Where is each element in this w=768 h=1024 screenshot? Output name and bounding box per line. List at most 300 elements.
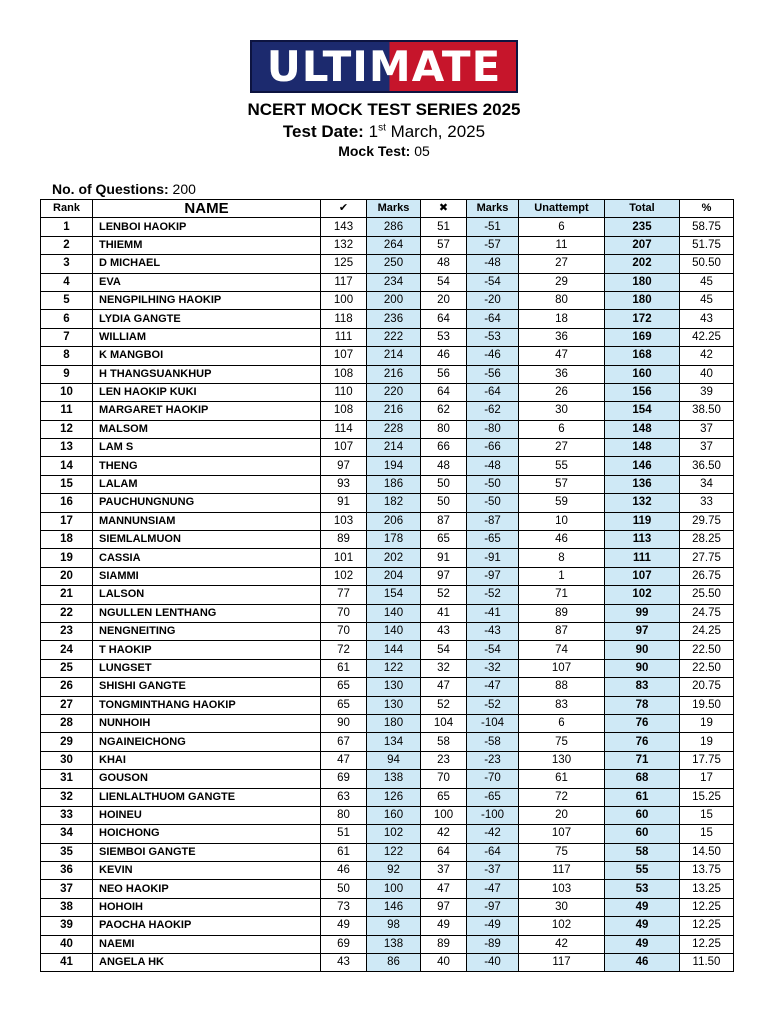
correct-cell: 103 (321, 512, 367, 530)
name-cell: LYDIA GANGTE (93, 310, 321, 328)
unattempt-cell: 18 (519, 310, 605, 328)
correct-cell: 132 (321, 236, 367, 254)
wrong-marks-cell: -37 (467, 862, 519, 880)
unattempt-cell: 6 (519, 218, 605, 236)
unattempt-cell: 36 (519, 365, 605, 383)
wrong-cell: 49 (421, 917, 467, 935)
percent-cell: 37 (680, 439, 734, 457)
col-correct-marks-header: Marks (367, 200, 421, 218)
rank-cell: 16 (41, 494, 93, 512)
name-cell: HOINEU (93, 806, 321, 824)
wrong-cell: 52 (421, 696, 467, 714)
table-row (41, 751, 734, 769)
table-row (41, 494, 734, 512)
question-count (52, 181, 196, 197)
correct-cell: 108 (321, 402, 367, 420)
correct-marks-cell: 236 (367, 310, 421, 328)
unattempt-cell: 46 (519, 531, 605, 549)
name-cell: LALSON (93, 586, 321, 604)
percent-cell: 22.50 (680, 641, 734, 659)
wrong-cell: 64 (421, 843, 467, 861)
table-row (41, 218, 734, 236)
total-cell: 107 (605, 567, 680, 585)
total-cell: 172 (605, 310, 680, 328)
name-cell: GOUSON (93, 770, 321, 788)
total-cell: 113 (605, 531, 680, 549)
correct-cell: 73 (321, 898, 367, 916)
rank-cell: 26 (41, 678, 93, 696)
unattempt-cell: 83 (519, 696, 605, 714)
col-name-header: NAME (93, 200, 321, 218)
results-table (40, 199, 734, 972)
correct-marks-cell: 154 (367, 586, 421, 604)
table-row (41, 696, 734, 714)
unattempt-cell: 87 (519, 622, 605, 640)
total-cell: 202 (605, 255, 680, 273)
percent-cell: 14.50 (680, 843, 734, 861)
correct-cell: 107 (321, 347, 367, 365)
correct-cell: 125 (321, 255, 367, 273)
unattempt-cell: 6 (519, 714, 605, 732)
table-row (41, 659, 734, 677)
rank-cell: 41 (41, 954, 93, 972)
correct-cell: 80 (321, 806, 367, 824)
name-cell: KEVIN (93, 862, 321, 880)
table-row (41, 365, 734, 383)
total-cell: 97 (605, 622, 680, 640)
table-row (41, 788, 734, 806)
correct-cell: 108 (321, 365, 367, 383)
correct-marks-cell: 122 (367, 843, 421, 861)
rank-cell: 2 (41, 236, 93, 254)
wrong-marks-cell: -97 (467, 567, 519, 585)
rank-cell: 7 (41, 328, 93, 346)
table-row (41, 770, 734, 788)
correct-cell: 110 (321, 383, 367, 401)
wrong-marks-cell: -91 (467, 549, 519, 567)
wrong-cell: 70 (421, 770, 467, 788)
wrong-cell: 43 (421, 622, 467, 640)
rank-cell: 20 (41, 567, 93, 585)
total-cell: 119 (605, 512, 680, 530)
unattempt-cell: 42 (519, 935, 605, 953)
unattempt-cell: 80 (519, 291, 605, 309)
wrong-cell: 41 (421, 604, 467, 622)
correct-cell: 77 (321, 586, 367, 604)
col-percent-header: % (680, 200, 734, 218)
question-count-value: 200 (168, 181, 196, 197)
name-cell: SIEMLALMUON (93, 531, 321, 549)
correct-marks-cell: 92 (367, 862, 421, 880)
percent-cell: 45 (680, 291, 734, 309)
name-cell: EVA (93, 273, 321, 291)
wrong-marks-cell: -49 (467, 917, 519, 935)
wrong-cell: 46 (421, 347, 467, 365)
table-row (41, 310, 734, 328)
total-cell: 83 (605, 678, 680, 696)
question-count-label: No. of Questions: (52, 181, 169, 197)
name-cell: NUNHOIH (93, 714, 321, 732)
total-cell: 46 (605, 954, 680, 972)
correct-cell: 118 (321, 310, 367, 328)
wrong-cell: 62 (421, 402, 467, 420)
wrong-marks-cell: -66 (467, 439, 519, 457)
logo-text: ULTIMATE (266, 41, 502, 91)
percent-cell: 42.25 (680, 328, 734, 346)
wrong-cell: 89 (421, 935, 467, 953)
correct-cell: 100 (321, 291, 367, 309)
total-cell: 76 (605, 733, 680, 751)
percent-cell: 39 (680, 383, 734, 401)
percent-cell: 11.50 (680, 954, 734, 972)
table-row (41, 806, 734, 824)
percent-cell: 17 (680, 770, 734, 788)
percent-cell: 28.25 (680, 531, 734, 549)
wrong-marks-cell: -89 (467, 935, 519, 953)
test-date-rest: March, 2025 (385, 122, 486, 141)
name-cell: LAM S (93, 439, 321, 457)
rank-cell: 4 (41, 273, 93, 291)
total-cell: 68 (605, 770, 680, 788)
correct-cell: 107 (321, 439, 367, 457)
table-row (41, 531, 734, 549)
wrong-cell: 52 (421, 586, 467, 604)
wrong-marks-cell: -41 (467, 604, 519, 622)
total-cell: 156 (605, 383, 680, 401)
wrong-marks-cell: -20 (467, 291, 519, 309)
table-row (41, 420, 734, 438)
name-cell: T HAOKIP (93, 641, 321, 659)
correct-marks-cell: 206 (367, 512, 421, 530)
wrong-marks-cell: -50 (467, 475, 519, 493)
correct-cell: 143 (321, 218, 367, 236)
percent-cell: 26.75 (680, 567, 734, 585)
rank-cell: 30 (41, 751, 93, 769)
total-cell: 53 (605, 880, 680, 898)
rank-cell: 19 (41, 549, 93, 567)
total-cell: 148 (605, 420, 680, 438)
name-cell: THIEMM (93, 236, 321, 254)
wrong-marks-cell: -52 (467, 586, 519, 604)
ultimate-logo (250, 40, 518, 93)
rank-cell: 17 (41, 512, 93, 530)
rank-cell: 27 (41, 696, 93, 714)
unattempt-cell: 72 (519, 788, 605, 806)
unattempt-cell: 75 (519, 733, 605, 751)
rank-cell: 25 (41, 659, 93, 677)
correct-cell: 72 (321, 641, 367, 659)
name-cell: ANGELA HK (93, 954, 321, 972)
correct-cell: 111 (321, 328, 367, 346)
correct-marks-cell: 214 (367, 439, 421, 457)
correct-marks-cell: 126 (367, 788, 421, 806)
correct-cell: 65 (321, 678, 367, 696)
name-cell: THENG (93, 457, 321, 475)
wrong-marks-cell: -57 (467, 236, 519, 254)
wrong-marks-cell: -40 (467, 954, 519, 972)
name-cell: PAUCHUNGNUNG (93, 494, 321, 512)
table-row (41, 622, 734, 640)
name-cell: CASSIA (93, 549, 321, 567)
wrong-cell: 91 (421, 549, 467, 567)
percent-cell: 43 (680, 310, 734, 328)
correct-marks-cell: 202 (367, 549, 421, 567)
wrong-cell: 58 (421, 733, 467, 751)
total-cell: 90 (605, 659, 680, 677)
unattempt-cell: 27 (519, 255, 605, 273)
unattempt-cell: 75 (519, 843, 605, 861)
correct-marks-cell: 250 (367, 255, 421, 273)
correct-cell: 50 (321, 880, 367, 898)
table-row (41, 678, 734, 696)
unattempt-cell: 57 (519, 475, 605, 493)
wrong-cell: 53 (421, 328, 467, 346)
correct-cell: 70 (321, 604, 367, 622)
total-cell: 207 (605, 236, 680, 254)
rank-cell: 38 (41, 898, 93, 916)
unattempt-cell: 117 (519, 954, 605, 972)
name-cell: LEN HAOKIP KUKI (93, 383, 321, 401)
rank-cell: 40 (41, 935, 93, 953)
wrong-cell: 100 (421, 806, 467, 824)
correct-marks-cell: 180 (367, 714, 421, 732)
correct-marks-cell: 286 (367, 218, 421, 236)
unattempt-cell: 103 (519, 880, 605, 898)
name-cell: MANNUNSIAM (93, 512, 321, 530)
test-date (0, 122, 768, 142)
wrong-marks-cell: -80 (467, 420, 519, 438)
correct-cell: 89 (321, 531, 367, 549)
wrong-cell: 37 (421, 862, 467, 880)
wrong-marks-cell: -100 (467, 806, 519, 824)
rank-cell: 14 (41, 457, 93, 475)
wrong-marks-cell: -48 (467, 457, 519, 475)
total-cell: 49 (605, 917, 680, 935)
percent-cell: 36.50 (680, 457, 734, 475)
name-cell: NGULLEN LENTHANG (93, 604, 321, 622)
wrong-marks-cell: -64 (467, 383, 519, 401)
table-row (41, 549, 734, 567)
name-cell: KHAI (93, 751, 321, 769)
wrong-cell: 57 (421, 236, 467, 254)
percent-cell: 40 (680, 365, 734, 383)
wrong-cell: 87 (421, 512, 467, 530)
correct-cell: 51 (321, 825, 367, 843)
percent-cell: 22.50 (680, 659, 734, 677)
table-row (41, 733, 734, 751)
wrong-cell: 65 (421, 531, 467, 549)
name-cell: D MICHAEL (93, 255, 321, 273)
unattempt-cell: 107 (519, 825, 605, 843)
percent-cell: 25.50 (680, 586, 734, 604)
unattempt-cell: 30 (519, 402, 605, 420)
correct-cell: 65 (321, 696, 367, 714)
wrong-cell: 64 (421, 383, 467, 401)
correct-cell: 91 (321, 494, 367, 512)
total-cell: 235 (605, 218, 680, 236)
rank-cell: 3 (41, 255, 93, 273)
rank-cell: 21 (41, 586, 93, 604)
table-row (41, 604, 734, 622)
wrong-marks-cell: -51 (467, 218, 519, 236)
table-row (41, 862, 734, 880)
wrong-marks-cell: -65 (467, 531, 519, 549)
correct-cell: 90 (321, 714, 367, 732)
rank-cell: 8 (41, 347, 93, 365)
percent-cell: 13.25 (680, 880, 734, 898)
correct-marks-cell: 98 (367, 917, 421, 935)
wrong-marks-cell: -62 (467, 402, 519, 420)
correct-cell: 61 (321, 659, 367, 677)
unattempt-cell: 11 (519, 236, 605, 254)
name-cell: LENBOI HAOKIP (93, 218, 321, 236)
wrong-marks-cell: -32 (467, 659, 519, 677)
rank-cell: 31 (41, 770, 93, 788)
total-cell: 146 (605, 457, 680, 475)
table-row (41, 954, 734, 972)
percent-cell: 42 (680, 347, 734, 365)
correct-marks-cell: 178 (367, 531, 421, 549)
rank-cell: 5 (41, 291, 93, 309)
correct-marks-cell: 138 (367, 770, 421, 788)
rank-cell: 12 (41, 420, 93, 438)
wrong-cell: 32 (421, 659, 467, 677)
rank-cell: 34 (41, 825, 93, 843)
wrong-marks-cell: -52 (467, 696, 519, 714)
unattempt-cell: 59 (519, 494, 605, 512)
wrong-marks-cell: -47 (467, 880, 519, 898)
correct-cell: 47 (321, 751, 367, 769)
correct-marks-cell: 138 (367, 935, 421, 953)
series-title: NCERT MOCK TEST SERIES 2025 (247, 100, 521, 119)
percent-cell: 13.75 (680, 862, 734, 880)
unattempt-cell: 1 (519, 567, 605, 585)
total-cell: 136 (605, 475, 680, 493)
unattempt-cell: 55 (519, 457, 605, 475)
total-cell: 55 (605, 862, 680, 880)
rank-cell: 23 (41, 622, 93, 640)
table-row (41, 439, 734, 457)
table-row (41, 567, 734, 585)
wrong-marks-cell: -87 (467, 512, 519, 530)
correct-cell: 49 (321, 917, 367, 935)
col-wrong-marks-header: Marks (467, 200, 519, 218)
correct-marks-cell: 204 (367, 567, 421, 585)
unattempt-cell: 6 (519, 420, 605, 438)
correct-cell: 43 (321, 954, 367, 972)
percent-cell: 45 (680, 273, 734, 291)
correct-marks-cell: 216 (367, 365, 421, 383)
table-header-row (41, 200, 734, 218)
correct-marks-cell: 130 (367, 696, 421, 714)
total-cell: 132 (605, 494, 680, 512)
total-cell: 99 (605, 604, 680, 622)
name-cell: NENGPILHING HAOKIP (93, 291, 321, 309)
percent-cell: 12.25 (680, 898, 734, 916)
mock-test-value: 05 (410, 143, 430, 159)
wrong-cell: 64 (421, 310, 467, 328)
percent-cell: 12.25 (680, 935, 734, 953)
name-cell: SIAMMI (93, 567, 321, 585)
table-row (41, 825, 734, 843)
table-row (41, 255, 734, 273)
rank-cell: 37 (41, 880, 93, 898)
correct-marks-cell: 100 (367, 880, 421, 898)
wrong-cell: 50 (421, 494, 467, 512)
correct-cell: 102 (321, 567, 367, 585)
correct-cell: 67 (321, 733, 367, 751)
table-row (41, 512, 734, 530)
correct-cell: 69 (321, 935, 367, 953)
wrong-cell: 97 (421, 567, 467, 585)
rank-cell: 18 (41, 531, 93, 549)
unattempt-cell: 61 (519, 770, 605, 788)
name-cell: MALSOM (93, 420, 321, 438)
unattempt-cell: 107 (519, 659, 605, 677)
table-row (41, 714, 734, 732)
table-row (41, 935, 734, 953)
total-cell: 168 (605, 347, 680, 365)
correct-cell: 93 (321, 475, 367, 493)
wrong-cell: 80 (421, 420, 467, 438)
percent-cell: 12.25 (680, 917, 734, 935)
wrong-marks-cell: -65 (467, 788, 519, 806)
total-cell: 102 (605, 586, 680, 604)
unattempt-cell: 20 (519, 806, 605, 824)
rank-cell: 11 (41, 402, 93, 420)
unattempt-cell: 89 (519, 604, 605, 622)
rank-cell: 39 (41, 917, 93, 935)
rank-cell: 35 (41, 843, 93, 861)
percent-cell: 37 (680, 420, 734, 438)
wrong-marks-cell: -48 (467, 255, 519, 273)
rank-cell: 22 (41, 604, 93, 622)
unattempt-cell: 117 (519, 862, 605, 880)
percent-cell: 38.50 (680, 402, 734, 420)
table-row (41, 880, 734, 898)
correct-cell: 61 (321, 843, 367, 861)
correct-marks-cell: 160 (367, 806, 421, 824)
wrong-marks-cell: -64 (467, 843, 519, 861)
name-cell: LIENLALTHUOM GANGTE (93, 788, 321, 806)
correct-marks-cell: 194 (367, 457, 421, 475)
total-cell: 148 (605, 439, 680, 457)
wrong-marks-cell: -42 (467, 825, 519, 843)
correct-cell: 101 (321, 549, 367, 567)
wrong-cell: 54 (421, 641, 467, 659)
rank-cell: 29 (41, 733, 93, 751)
name-cell: PAOCHA HAOKIP (93, 917, 321, 935)
correct-marks-cell: 94 (367, 751, 421, 769)
percent-cell: 58.75 (680, 218, 734, 236)
mock-test-label: Mock Test: (338, 143, 411, 159)
test-date-label: Test Date: (282, 122, 364, 141)
total-cell: 169 (605, 328, 680, 346)
wrong-cell: 20 (421, 291, 467, 309)
wrong-marks-cell: -47 (467, 678, 519, 696)
table-row (41, 641, 734, 659)
total-cell: 61 (605, 788, 680, 806)
wrong-cell: 42 (421, 825, 467, 843)
wrong-marks-cell: -43 (467, 622, 519, 640)
correct-marks-cell: 140 (367, 604, 421, 622)
col-wrong-header: ✖ (421, 200, 467, 218)
correct-marks-cell: 144 (367, 641, 421, 659)
rank-cell: 6 (41, 310, 93, 328)
name-cell: HOHOIH (93, 898, 321, 916)
table-row (41, 273, 734, 291)
correct-marks-cell: 264 (367, 236, 421, 254)
